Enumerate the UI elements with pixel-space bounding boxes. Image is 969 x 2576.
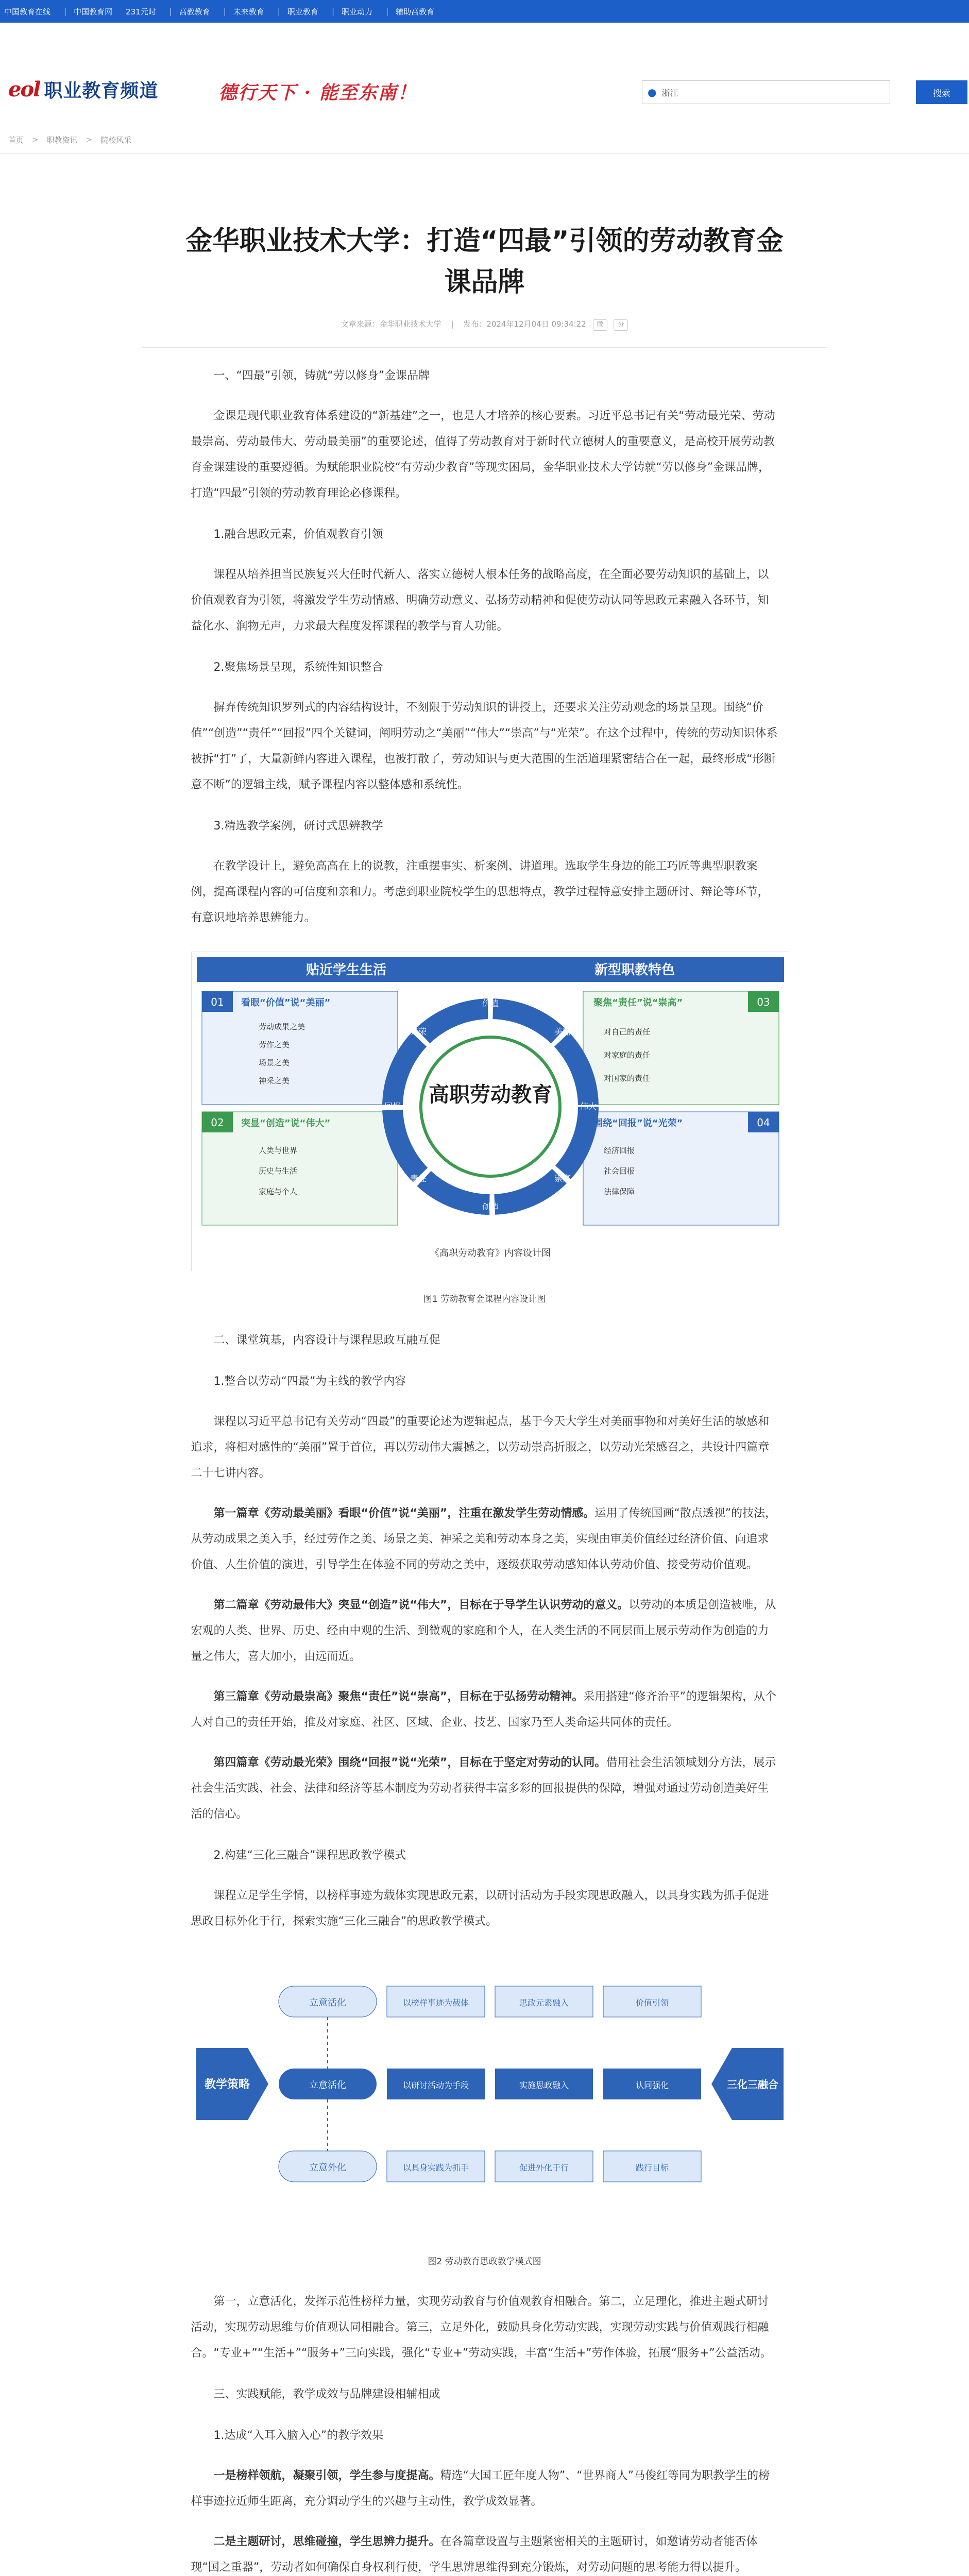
paragraph: 课程立足学生学情，以榜样事迹为载体实现思政元素，以研讨活动为手段实现思政融入，以具身实践为抓手促进思政目标外化于行，探索实施“三化三融合”的思政教学模式。 (191, 1889, 769, 1928)
svg-text:围绕“回报”说“光荣”: 围绕“回报”说“光荣” (593, 1118, 683, 1129)
figure-teaching-model (191, 1965, 789, 2233)
top-nav-item[interactable]: 职业教育 (287, 7, 318, 16)
center-title: 高职劳动教育 (428, 1083, 552, 1107)
svg-text:聚焦“责任”说“崇高”: 聚焦“责任”说“崇高” (593, 997, 683, 1008)
breadcrumb-item[interactable]: 院校风采 (100, 135, 132, 145)
svg-text:以榜样事迹为载体: 以榜样事迹为载体 (402, 1998, 469, 2008)
paragraph: 金课是现代职业教育体系建设的“新基建”之一，也是人才培养的核心要素。习近平总书记有关“劳动最光荣、劳动最崇高、劳动最伟大、劳动最美丽”的重要论述，值得了劳动教育对于新时代立德树人的重要意义，是高校开展劳动教育金课建设的重要遵循。为赋能职业院校“有劳动少教育”等现实困局，金华职业技术大学铸就“劳以修身”金课品牌，打造“四最”引领的劳动教育理论必修课程。 (191, 410, 775, 500)
svg-text:以研讨活动为手段: 以研讨活动为手段 (402, 2080, 469, 2090)
article-body (116, 363, 853, 2576)
svg-text:促进外化于行: 促进外化于行 (519, 2163, 569, 2173)
section-heading: 2.聚焦场景呈现，系统性知识整合 (213, 661, 383, 674)
paragraph-text: 精选“大国工匠年度人物”、“世界商人”马俊红等同为职教学生的榜样事迹拉近师生距离，充分调动学生的兴趣与主动性，教学成效显著。 (191, 2469, 770, 2508)
site-logo[interactable] (8, 76, 158, 103)
divider (142, 347, 827, 348)
paragraph: 课程从培养担当民族复兴大任时代新人、落实立德树人根本任务的战略高度，在全面必要劳动知识的基础上，以价值观教育为引领，将激发学生劳动情感、明确劳动意义、弘扬劳动精神和促使劳动认同等思政元素融入各环节，知益化水、润物无声，力求最大程度发挥课程的教学与育人功能。 (191, 568, 769, 633)
svg-text:崇高: 崇高 (554, 1174, 571, 1183)
svg-text:经济回报: 经济回报 (603, 1146, 635, 1155)
article-date: 发布：2024年12月04日 09:34:22 (463, 319, 586, 329)
svg-text:以具身实践为抓手: 以具身实践为抓手 (402, 2163, 469, 2173)
figure-course-content-design (191, 952, 789, 1271)
svg-text:价值引领: 价值引领 (635, 1998, 669, 2008)
svg-text:回报: 回报 (384, 1101, 401, 1111)
paragraph-lead: 第四篇章《劳动最光荣》围绕“回报”说“光荣”，目标在于坚定对劳动的认同。 (213, 1756, 606, 1769)
figure-caption: 图1 劳动教育金课程内容设计图 (423, 1294, 546, 1304)
svg-text:光荣: 光荣 (410, 1027, 427, 1037)
paragraph-with-lead (191, 1501, 778, 1578)
section-heading: 1.整合以劳动“四最”为主线的教学内容 (213, 1375, 406, 1388)
svg-text:对家庭的责任: 对家庭的责任 (603, 1050, 650, 1060)
section-heading: 1.达成“入耳入脑入心”的教学效果 (213, 2429, 384, 2442)
paragraph-text: 借用社会生活领域划分方法，展示社会生活实践、社会、法律和经济等基本制度为劳动者获得丰富多彩的回报提供的保障，增强对通过劳动创造美好生活的信心。 (191, 1756, 776, 1821)
breadcrumb-item[interactable]: 职教资讯 (46, 135, 78, 145)
chevron-right-icon: > (86, 135, 93, 144)
content-design-diagram (192, 952, 789, 1272)
banner-left: 贴近学生生活 (305, 962, 386, 978)
section-heading: 三、实践赋能，教学成效与品牌建设相辅相成 (213, 2388, 440, 2401)
panel-02 (202, 1112, 398, 1225)
site-slogan: 德行天下 · 能至东南！ (218, 82, 417, 104)
paragraph-with-lead (191, 2529, 778, 2576)
svg-text:01: 01 (210, 996, 224, 1008)
top-nav-item[interactable]: 中国教育在线 (4, 7, 51, 16)
svg-text:场景之美: 场景之美 (258, 1058, 290, 1067)
svg-text:对国家的责任: 对国家的责任 (603, 1074, 650, 1083)
article-source: 文章来源：金华职业技术大学 (341, 319, 441, 329)
svg-text:创造: 创造 (482, 1202, 499, 1212)
article-title: 金华职业技术大学：打造“四最”引领的劳动教育金课品牌 (185, 226, 784, 298)
svg-text:家庭与个人: 家庭与个人 (258, 1187, 297, 1196)
svg-text:社会回报: 社会回报 (603, 1166, 635, 1176)
svg-text:立意外化: 立意外化 (309, 2162, 346, 2173)
section-heading: 3.精选教学案例，研讨式思辨教学 (213, 820, 383, 833)
paragraph-text: 在各篇章设置与主题紧密相关的主题研讨，如邀请劳动者能否体现“国之重器”，劳动者如何确保自身权利行使，学生思辨思维得到充分锻炼，对劳动问题的思考能力得以提升。 (191, 2535, 758, 2574)
svg-text:突显“创造”说“伟大”: 突显“创造”说“伟大” (241, 1118, 330, 1129)
search-input-value: 浙江 (661, 88, 678, 98)
section-heading: 二、课堂筑基，内容设计与课程思政互融互促 (213, 1334, 440, 1347)
svg-text:03: 03 (756, 996, 770, 1008)
top-nav-bar: 中国教育在线 | 中国教育网 231元时 | 高教教育 | 未来教育 | 职业教育 | 职业动力 | 辅助高教育 (0, 0, 969, 23)
top-nav-item[interactable]: 中国教育网 (74, 7, 113, 16)
svg-text:立意活化: 立意活化 (309, 1997, 346, 2008)
paragraph: 第一，立意活化，发挥示范性榜样力量，实现劳动教育与价值观教育相融合。第二，立足理化，推进主题式研讨活动，实现劳动思维与价值观认同相融合。第三，立足外化，鼓励具身化劳动实践，实现劳动实践与价值观践行相融合。“专业+”“生活+”“服务+”三向实践，强化“专业+”劳动实践，丰富“生活+”劳作体验，拓展“服务+”公益活动。 (191, 2295, 772, 2360)
svg-text:02: 02 (210, 1116, 224, 1129)
top-nav-item[interactable]: 未来教育 (233, 7, 264, 16)
top-nav-item[interactable]: 职业动力 (342, 7, 373, 16)
site-header (0, 23, 969, 126)
svg-text:对自己的责任: 对自己的责任 (603, 1027, 650, 1037)
logo-text: 职业教育频道 (44, 80, 159, 101)
logo-mark: eol (8, 77, 40, 101)
model-right-label: 三化三融合 (726, 2078, 778, 2091)
svg-text:劳动成果之美: 劳动成果之美 (258, 1022, 305, 1031)
chevron-right-icon: > (32, 135, 39, 144)
svg-text:04: 04 (756, 1116, 770, 1129)
svg-text:看眼“价值”说“美丽”: 看眼“价值”说“美丽” (241, 997, 330, 1008)
model-left-label: 教学策略 (204, 2078, 250, 2091)
wechat-share-icon[interactable]: 微 (593, 319, 607, 331)
svg-text:伟大: 伟大 (580, 1101, 597, 1111)
paragraph-lead: 二是主题研讨，思维碰撞，学生思辨力提升。 (213, 2535, 440, 2548)
panel-01 (202, 991, 398, 1105)
paragraph-lead: 第三篇章《劳动最崇高》聚焦“责任”说“崇高”，目标在于弘扬劳动精神。 (213, 1690, 584, 1703)
section-heading: 2.构建“三化三融合”课程思政教学模式 (213, 1849, 406, 1862)
paragraph-text: 以劳动的本质是创造被唯，从宏观的人类、世界、历史、经由中观的生活、到微观的家庭和个人，在人类生活的不同层面上展示劳动作为创造的力量之伟大，喜大加小，由远而近。 (191, 1599, 776, 1663)
svg-text:认同强化: 认同强化 (635, 2080, 669, 2090)
location-pin-icon: ● (648, 86, 657, 98)
breadcrumb-item[interactable]: 首页 (8, 135, 24, 145)
svg-text:价值: 价值 (482, 998, 499, 1008)
svg-text:立意活化: 立意活化 (309, 2080, 346, 2091)
paragraph-lead: 一是榜样领航，凝聚引领，学生参与度提高。 (213, 2469, 440, 2482)
paragraph-with-lead (191, 1750, 778, 1827)
top-nav-item[interactable]: 231元时 (126, 7, 156, 16)
paragraph: 摒弃传统知识罗列式的内容结构设计，不刻限于劳动知识的讲授上，还要求关注劳动观念的场景呈现。围绕“价值”“创造”“责任”“回报”四个关键词，阐明劳动之“美丽”“伟大”“崇高”与“光荣”。在这个过程中，传统的劳动知识体系被拆“打”了，大量新鲜内容进入课程，也被打散了，劳动知识与更大范围的生活道理紧密结合在一起，最终形成“形断意不断”的逻辑主线，赋予课程内容以整体感和系统性。 (191, 701, 778, 791)
breadcrumb (0, 126, 969, 154)
diagram-inner-caption: 《高职劳动教育》内容设计图 (430, 1248, 551, 1259)
panel-04 (583, 1112, 779, 1225)
share-icon[interactable]: 分 (614, 319, 628, 331)
svg-text:践行目标: 践行目标 (635, 2163, 669, 2173)
paragraph: 在教学设计上，避免高高在上的说教，注重摆事实、析案例、讲道理。选取学生身边的能工巧匠等典型职教案例，提高课程内容的可信度和亲和力。考虑到职业院校学生的思想特点，教学过程特意安排主题研讨、辩论等环节，有意识地培养思辨能力。 (191, 860, 769, 924)
svg-text:思政元素融入: 思政元素融入 (519, 1998, 569, 2008)
article-meta: 文章来源：金华职业技术大学 | 发布：2024年12月04日 09:34:22 微 分 (116, 318, 853, 331)
search-button[interactable]: 搜索 (916, 80, 967, 104)
svg-text:责任: 责任 (410, 1174, 427, 1183)
top-nav-item[interactable]: 辅助高教育 (396, 7, 435, 16)
paragraph-with-lead (191, 2463, 778, 2515)
paragraph-lead: 第二篇章《劳动最伟大》突显“创造”说“伟大”，目标在于导学生认识劳动的意义。 (213, 1599, 629, 1612)
article (116, 154, 853, 2576)
svg-text:历史与生活: 历史与生活 (258, 1166, 297, 1176)
section-heading: 一、“四最”引领，铸就“劳以修身”金课品牌 (213, 369, 430, 382)
paragraph-text: 采用搭建“修齐治平”的逻辑架构，从个人对自己的责任开始，推及对家庭、社区、区域、企业、技艺、国家乃至人类命运共同体的责任。 (191, 1690, 777, 1729)
top-nav-item[interactable]: 高教教育 (179, 7, 210, 16)
paragraph: 课程以习近平总书记有关劳动“四最”的重要论述为逻辑起点，基于今天大学生对美丽事物和对美好生活的敏感和追求，将相对感性的“美丽”置于首位，再以劳动伟大震撼之，以劳动崇高折服之，以劳动光荣感召之，共设计四篇章二十七讲内容。 (191, 1415, 770, 1480)
svg-text:法律保障: 法律保障 (603, 1187, 635, 1196)
panel-03 (583, 991, 779, 1105)
figure-caption: 图2 劳动教育思政教学模式图 (428, 2257, 541, 2267)
paragraph-with-lead (191, 1592, 778, 1670)
paragraph-with-lead (191, 1684, 778, 1736)
banner-right: 新型职教特色 (594, 962, 675, 978)
svg-text:美丽: 美丽 (554, 1027, 571, 1037)
svg-text:实施思政融入: 实施思政融入 (519, 2080, 569, 2090)
teaching-model-diagram (191, 1965, 789, 2202)
svg-text:人类与世界: 人类与世界 (258, 1146, 297, 1155)
paragraph-lead: 第一篇章《劳动最美丽》看眼“价值”说“美丽”，注重在激发学生劳动情感。 (213, 1507, 595, 1520)
paragraph-text: 运用了传统国画“散点透视”的技法，从劳动成果之美入手，经过劳作之美、场景之美、神采之美和劳动本身之美，实现由审美价值经过经济价值、向追求价值、人生价值的演进，引导学生在体验不同的劳动之美中，逐级获取劳动感知体认劳动价值、接受劳动价值观。 (191, 1507, 777, 1571)
section-heading: 1.融合思政元素，价值观教育引领 (213, 528, 383, 541)
region-search-input[interactable] (642, 80, 890, 104)
svg-text:神采之美: 神采之美 (258, 1076, 290, 1086)
svg-text:劳作之美: 劳作之美 (258, 1040, 290, 1049)
